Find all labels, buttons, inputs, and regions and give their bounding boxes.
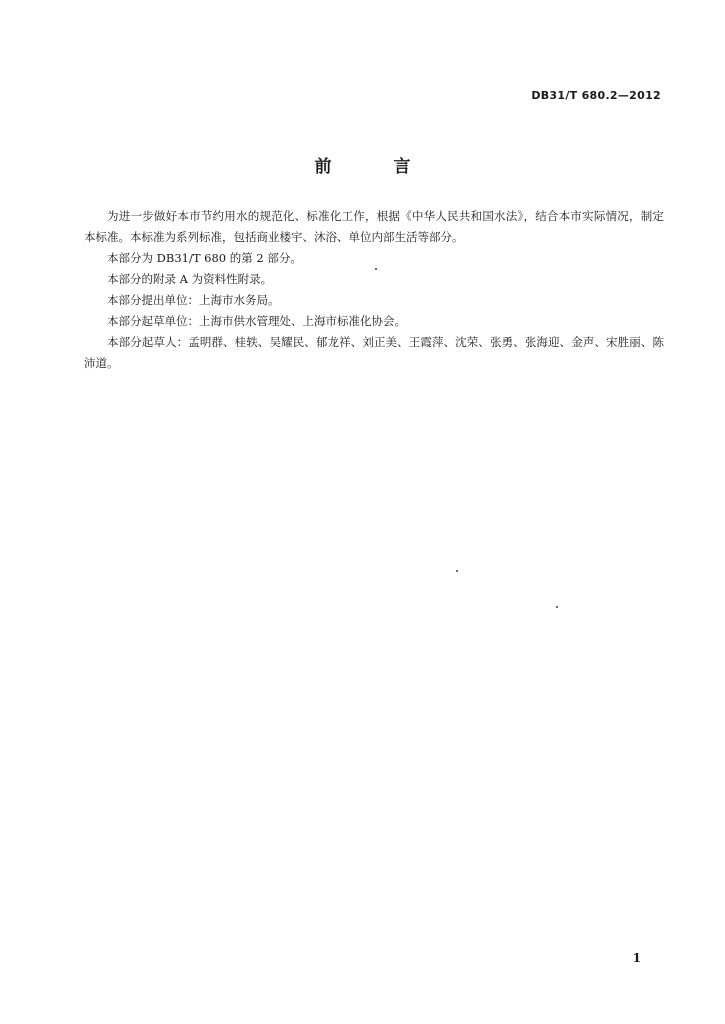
paragraph-drafting-units: 本部分起草单位：上海市供水管理处、上海市标准化协会。 xyxy=(107,314,406,328)
page-title: 前 言 xyxy=(314,157,439,177)
paragraph-drafters: 本部分起草人：孟明群、桂轶、吴耀民、郁龙祥、刘正美、王霞萍、沈荣、张勇、张海迎、金声、宋胜丽、陈沛道。 xyxy=(84,335,664,370)
page-number: 1 xyxy=(632,951,641,965)
paragraph-appendix: 本部分的附录 A 为资料性附录。 xyxy=(107,272,273,286)
paragraph-proposer: 本部分提出单位：上海市水务局。 xyxy=(107,293,280,307)
paragraph-intro: 为进一步做好本市节约用水的规范化、标准化工作，根据《中华人民共和国水法》，结合本市实际情况，制定本标准。本标准为系列标准，包括商业楼宇、沐浴、单位内部生活等部分。 xyxy=(84,209,664,244)
standard-code: DB31/T 680.2—2012 xyxy=(531,89,661,102)
scan-speck xyxy=(375,268,377,270)
foreword-body xyxy=(84,206,664,374)
scan-speck xyxy=(456,570,458,572)
scan-speck xyxy=(556,606,558,608)
paragraph-part-number: 本部分为 DB31/T 680 的第 2 部分。 xyxy=(107,251,302,265)
